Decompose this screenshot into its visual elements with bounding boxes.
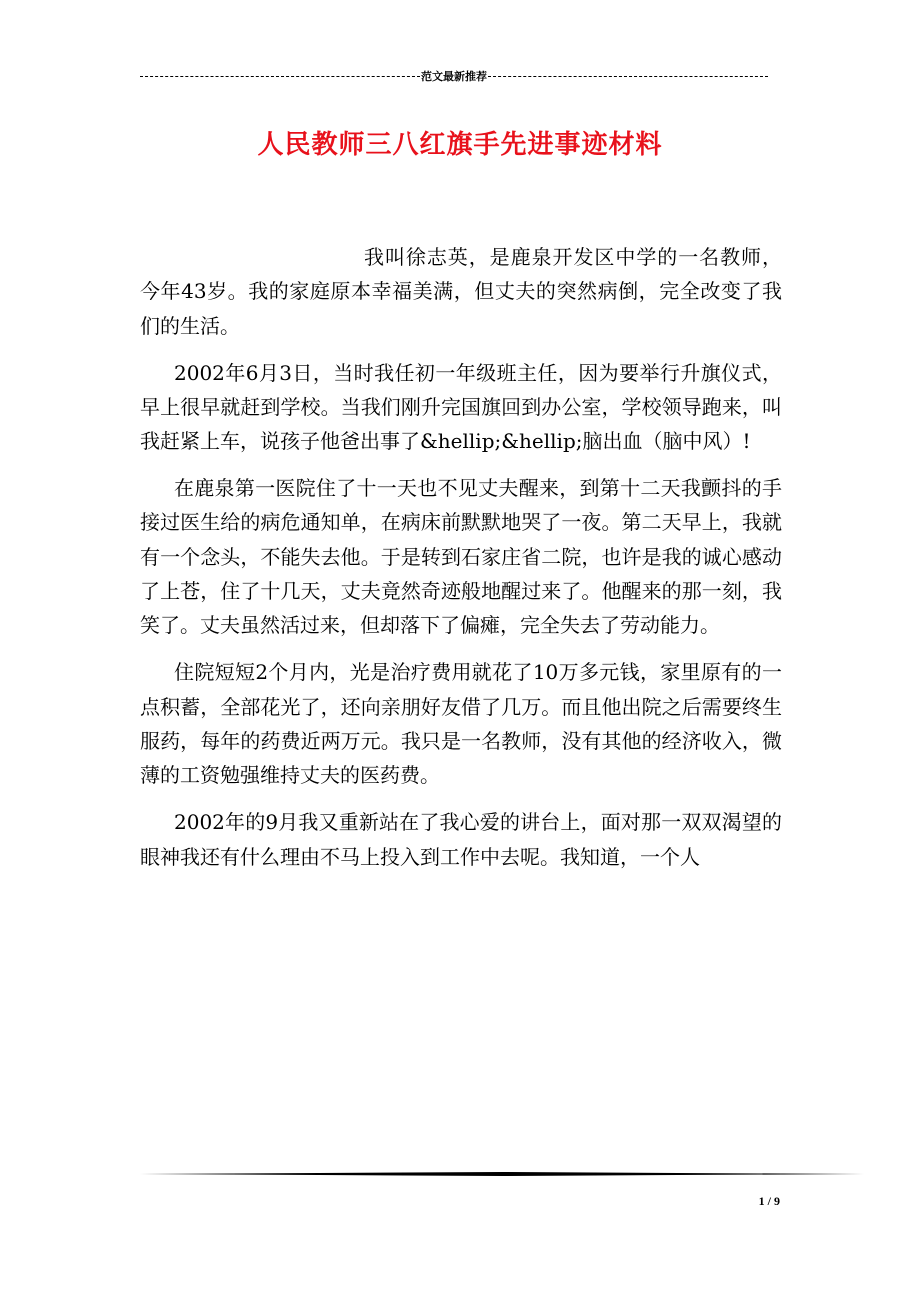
paragraph: 我叫徐志英，是鹿泉开发区中学的一名教师，今年43岁。我的家庭原本幸福美满，但丈夫的突然病倒，完全改变了我们的生活。 — [140, 245, 782, 338]
header-dash-left — [140, 76, 420, 77]
page-number: 1 / 9 — [758, 1194, 780, 1208]
paragraph: 在鹿泉第一医院住了十一天也不见丈夫醒来，到第十二天我颤抖的手接过医生给的病危通知单，在病床前默默地哭了一夜。第二天早上，我就有一个念头，不能失去他。于是转到石家庄省二院，也许是我的诚心感动了上苍，住了十几天，丈夫竟然奇迹般地醒过来了。他醒来的那一刻，我笑了。丈夫虽然活过来，但却落下了偏瘫，完全失去了劳动能力。 — [140, 476, 782, 638]
header-label: 范文最新推荐 — [421, 71, 487, 83]
footer-divider — [140, 1172, 864, 1176]
paragraph: 住院短短2个月内，光是治疗费用就花了10万多元钱，家里原有的一点积蓄，全部花光了，还向亲朋好友借了几万。而且他出院之后需要终生服药，每年的药费近两万元。我只是一名教师，没有其他的经济收入，微薄的工资勉强维持丈夫的医药费。 — [140, 660, 782, 788]
page-header — [140, 68, 768, 84]
paragraph: 2002年6月3日，当时我任初一年级班主任，因为要举行升旗仪式，早上很早就赶到学校。当我们刚升完国旗回到办公室，学校领导跑来，叫我赶紧上车，说孩子他爸出事了&hellip;&hellip;脑出血（脑中风）! — [140, 360, 782, 454]
document-body — [140, 240, 782, 886]
paragraph: 2002年的9月我又重新站在了我心爱的讲台上，面对那一双双渴望的眼神我还有什么理由不马上投入到工作中去呢。我知道，一个人 — [140, 810, 782, 869]
header-dash-right — [488, 76, 768, 77]
document-title: 人民教师三八红旗手先进事迹材料 — [257, 130, 663, 160]
